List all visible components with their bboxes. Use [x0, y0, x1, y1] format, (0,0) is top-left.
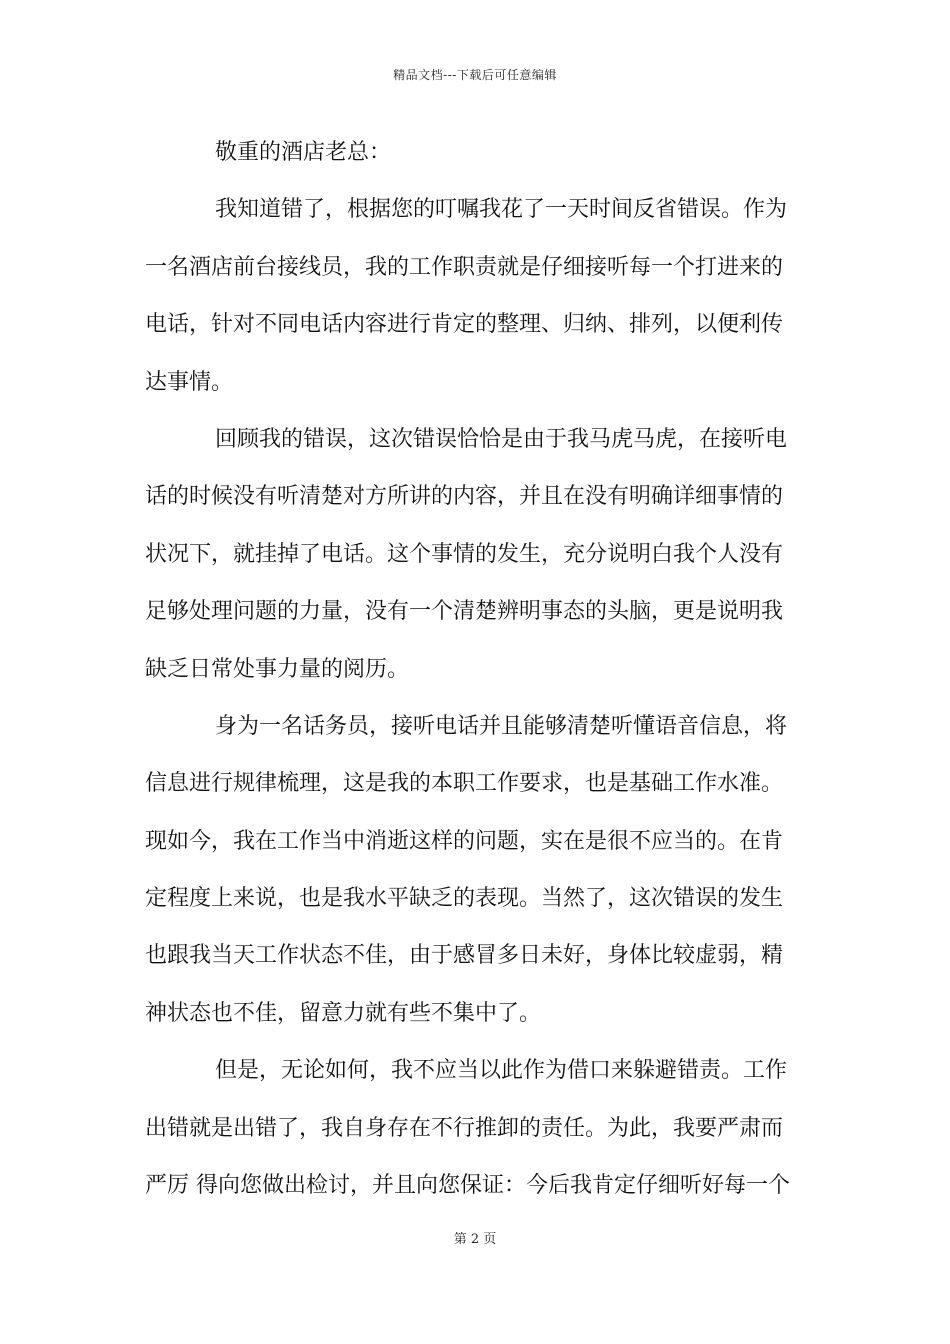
paragraph-line: 但是，无论如何，我不应当以此作为借口来躲避错责。工作: [215, 1058, 788, 1084]
page-header: 精品文档---下载后可任意编辑: [393, 68, 557, 82]
paragraph-line: 身为一名话务员，接听电话并且能够清楚听懂语音信息，将: [215, 713, 788, 739]
paragraph-line: 达事情。: [145, 369, 234, 395]
salutation-line: 敬重的酒店老总：: [215, 140, 392, 165]
document-body: [145, 133, 807, 1223]
paragraph-line: 话的时候没有听清楚对方所讲的内容，并且在没有明确详细事情的: [145, 484, 784, 510]
paragraph-line: 状况下，就挂掉了电话。这个事情的发生，充分说明白我个人没有: [145, 541, 784, 567]
paragraph-line: 出错就是出错了，我自身存在不行推卸的责任。为此，我要严肃而: [145, 1115, 784, 1141]
paragraph-line: 一名酒店前台接线员，我的工作职责就是仔细接听每一个打进来的: [145, 254, 784, 280]
paragraph-line: 定程度上来说，也是我水平缺乏的表现。当然了，这次错误的发生: [145, 886, 784, 912]
paragraph-line: 足够处理问题的力量，没有一个清楚辨明事态的头脑，更是说明我: [145, 599, 784, 625]
paragraph-line: 电话，针对不同电话内容进行肯定的整理、归纳、排列，以便利传: [145, 312, 784, 338]
paragraph-line: 信息进行规律梳理，这是我的本职工作要求，也是基础工作水准。: [145, 771, 784, 797]
paragraph-line: 缺乏日常处事力量的阅历。: [145, 656, 410, 682]
paragraph-line: 我知道错了，根据您的叮嘱我花了一天时间反省错误。作为: [215, 197, 788, 223]
paragraph-line: 严厉 得向您做出检讨，并且向您保证：今后我肯定仔细听好每一个: [145, 1173, 790, 1199]
paragraph-line: 回顾我的错误，这次错误恰恰是由于我马虎马虎，在接听电: [215, 426, 788, 452]
paragraph-line: 也跟我当天工作状态不佳，由于感冒多日未好，身体比较虚弱，精: [145, 943, 784, 969]
page-number: 第 2 页: [453, 1232, 497, 1247]
paragraph-line: 现如今，我在工作当中消逝这样的问题，实在是很不应当的。在肯: [145, 828, 784, 854]
paragraph-line: 神状态也不佳，留意力就有些不集中了。: [145, 1000, 542, 1026]
